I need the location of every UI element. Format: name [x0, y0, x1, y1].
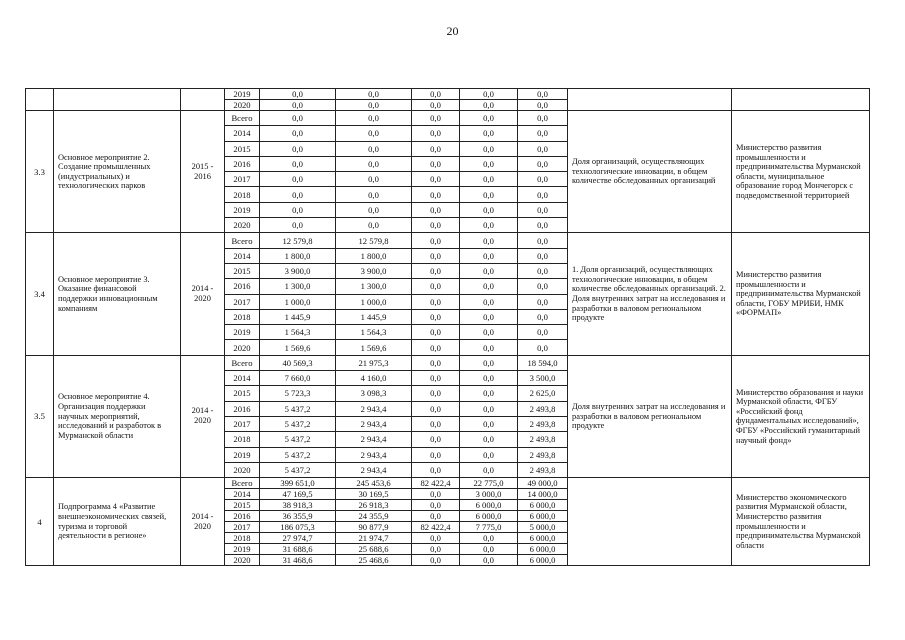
- year-cell: Всего: [225, 355, 260, 370]
- section-indicator: 1. Доля организаций, осуществляющих технологические инновации, в общем количестве обследованных организаций. 2. Доля внутренних затрат на исследования и разработки в валовом региональном продукте: [568, 233, 732, 355]
- year-cell: 2017: [225, 416, 260, 431]
- value-cell: 0,0: [260, 89, 336, 100]
- value-cell: 0,0: [412, 294, 460, 309]
- value-cell: 0,0: [336, 187, 412, 202]
- value-cell: 0,0: [460, 325, 518, 340]
- year-cell: 2014: [225, 126, 260, 141]
- value-cell: 186 075,3: [260, 522, 336, 533]
- section-period: 2015 - 2016: [181, 111, 225, 233]
- value-cell: 0,0: [460, 544, 518, 555]
- value-cell: 6 000,0: [460, 511, 518, 522]
- value-cell: 82 422,4: [412, 522, 460, 533]
- value-cell: 0,0: [460, 172, 518, 187]
- value-cell: 0,0: [336, 172, 412, 187]
- value-cell: 30 169,5: [336, 489, 412, 500]
- value-cell: 0,0: [412, 386, 460, 401]
- table-row: [26, 111, 870, 126]
- value-cell: 0,0: [412, 248, 460, 263]
- page-number: 20: [446, 24, 459, 38]
- section-code: 3.3: [26, 111, 54, 233]
- value-cell: 0,0: [412, 489, 460, 500]
- value-cell: 0,0: [336, 100, 412, 111]
- value-cell: 399 651,0: [260, 478, 336, 489]
- value-cell: 12 579,8: [260, 233, 336, 248]
- value-cell: 0,0: [518, 111, 568, 126]
- year-cell: 2020: [225, 462, 260, 477]
- value-cell: 0,0: [460, 340, 518, 355]
- section-executor: Министерство развития промышленности и предпринимательства Мурманской области, ГОБУ МРИБИ, НМК «ФОРМАП»: [732, 233, 870, 355]
- code-cell: [26, 89, 54, 111]
- value-cell: 0,0: [518, 187, 568, 202]
- value-cell: 0,0: [518, 202, 568, 217]
- value-cell: 5 437,2: [260, 447, 336, 462]
- value-cell: 1 300,0: [336, 279, 412, 294]
- value-cell: 1 445,9: [260, 309, 336, 324]
- value-cell: 0,0: [336, 141, 412, 156]
- value-cell: 3 098,3: [336, 386, 412, 401]
- value-cell: 6 000,0: [518, 555, 568, 566]
- section-name: Основное мероприятие 4. Организация поддержки научных мероприятий, исследований и разработок в Мурманской области: [54, 355, 181, 477]
- value-cell: 0,0: [336, 126, 412, 141]
- value-cell: 0,0: [460, 248, 518, 263]
- year-cell: 2020: [225, 100, 260, 111]
- value-cell: 1 569,6: [336, 340, 412, 355]
- section-name: Основное мероприятие 2. Создание промышленных (индустриальных) и технологических парков: [54, 111, 181, 233]
- value-cell: 82 422,4: [412, 478, 460, 489]
- value-cell: 0,0: [518, 218, 568, 233]
- section-name: Подпрограмма 4 «Развитие внешнеэкономических связей, туризма и торговой деятельности в регионе»: [54, 478, 181, 566]
- year-cell: 2018: [225, 309, 260, 324]
- value-cell: 0,0: [412, 89, 460, 100]
- value-cell: 38 918,3: [260, 500, 336, 511]
- value-cell: 0,0: [460, 432, 518, 447]
- value-cell: 0,0: [460, 187, 518, 202]
- value-cell: 0,0: [412, 447, 460, 462]
- value-cell: 0,0: [518, 340, 568, 355]
- year-cell: 2018: [225, 432, 260, 447]
- value-cell: 5 437,2: [260, 462, 336, 477]
- value-cell: 26 918,3: [336, 500, 412, 511]
- value-cell: 0,0: [412, 555, 460, 566]
- value-cell: 0,0: [336, 156, 412, 171]
- section-code: 3.4: [26, 233, 54, 355]
- value-cell: 0,0: [460, 89, 518, 100]
- value-cell: 1 800,0: [336, 248, 412, 263]
- value-cell: 0,0: [518, 233, 568, 248]
- value-cell: 0,0: [412, 141, 460, 156]
- value-cell: 5 723,3: [260, 386, 336, 401]
- program-table: [25, 88, 870, 566]
- value-cell: 0,0: [336, 202, 412, 217]
- value-cell: 0,0: [260, 111, 336, 126]
- value-cell: 1 800,0: [260, 248, 336, 263]
- value-cell: 0,0: [260, 141, 336, 156]
- value-cell: 2 625,0: [518, 386, 568, 401]
- value-cell: 0,0: [412, 263, 460, 278]
- value-cell: 245 453,6: [336, 478, 412, 489]
- value-cell: 2 493,8: [518, 462, 568, 477]
- value-cell: 3 900,0: [336, 263, 412, 278]
- year-cell: 2014: [225, 248, 260, 263]
- value-cell: 6 000,0: [460, 500, 518, 511]
- year-cell: 2016: [225, 401, 260, 416]
- indicator-cell: [568, 89, 732, 111]
- value-cell: 0,0: [412, 279, 460, 294]
- value-cell: 0,0: [260, 100, 336, 111]
- year-cell: 2015: [225, 141, 260, 156]
- value-cell: 0,0: [412, 172, 460, 187]
- value-cell: 0,0: [460, 533, 518, 544]
- year-cell: 2015: [225, 386, 260, 401]
- value-cell: 0,0: [518, 325, 568, 340]
- value-cell: 0,0: [412, 187, 460, 202]
- value-cell: 0,0: [412, 416, 460, 431]
- executor-cell: [732, 89, 870, 111]
- value-cell: 0,0: [412, 401, 460, 416]
- year-cell: 2018: [225, 533, 260, 544]
- value-cell: 31 688,6: [260, 544, 336, 555]
- value-cell: 0,0: [412, 511, 460, 522]
- value-cell: 0,0: [460, 263, 518, 278]
- value-cell: 0,0: [460, 218, 518, 233]
- value-cell: 0,0: [260, 172, 336, 187]
- year-cell: 2016: [225, 511, 260, 522]
- section-executor: Министерство развития промышленности и предпринимательства Мурманской области, муниципальное образование город Мончегорск с подведомственной территорией: [732, 111, 870, 233]
- section-code: 4: [26, 478, 54, 566]
- value-cell: 1 000,0: [336, 294, 412, 309]
- value-cell: 24 355,9: [336, 511, 412, 522]
- value-cell: 0,0: [460, 202, 518, 217]
- year-cell: Всего: [225, 478, 260, 489]
- value-cell: 0,0: [260, 156, 336, 171]
- value-cell: 5 437,2: [260, 416, 336, 431]
- value-cell: 0,0: [260, 126, 336, 141]
- value-cell: 0,0: [460, 141, 518, 156]
- value-cell: 12 579,8: [336, 233, 412, 248]
- name-cell: [54, 89, 181, 111]
- section-period: 2014 - 2020: [181, 478, 225, 566]
- value-cell: 0,0: [518, 263, 568, 278]
- value-cell: 2 943,4: [336, 462, 412, 477]
- value-cell: 49 000,0: [518, 478, 568, 489]
- year-cell: 2020: [225, 555, 260, 566]
- value-cell: 2 493,8: [518, 416, 568, 431]
- section-executor: Министерство образования и науки Мурманской области, ФГБУ «Российский фонд фундаментальных исследований», ФГБУ «Российский гуманитарный научный фонд»: [732, 355, 870, 477]
- value-cell: 0,0: [460, 233, 518, 248]
- value-cell: 27 974,7: [260, 533, 336, 544]
- value-cell: 0,0: [460, 156, 518, 171]
- value-cell: 0,0: [518, 172, 568, 187]
- value-cell: 0,0: [518, 309, 568, 324]
- value-cell: 0,0: [412, 100, 460, 111]
- value-cell: 0,0: [460, 100, 518, 111]
- value-cell: 3 000,0: [460, 489, 518, 500]
- table-row: [26, 478, 870, 489]
- value-cell: 0,0: [460, 416, 518, 431]
- value-cell: 1 569,6: [260, 340, 336, 355]
- year-cell: 2016: [225, 279, 260, 294]
- year-cell: 2017: [225, 522, 260, 533]
- value-cell: 0,0: [336, 89, 412, 100]
- value-cell: 2 493,8: [518, 447, 568, 462]
- value-cell: 0,0: [460, 386, 518, 401]
- year-cell: 2019: [225, 89, 260, 100]
- section-name: Основное мероприятие 3. Оказание финансовой поддержки инновационным компаниям: [54, 233, 181, 355]
- value-cell: 22 775,0: [460, 478, 518, 489]
- section-executor: Министерство экономического развития Мурманской области, Министерство развития промышленности и предпринимательства Мурманской области: [732, 478, 870, 566]
- year-cell: 2019: [225, 202, 260, 217]
- value-cell: 0,0: [460, 279, 518, 294]
- year-cell: 2019: [225, 544, 260, 555]
- value-cell: 0,0: [260, 187, 336, 202]
- value-cell: 2 943,4: [336, 432, 412, 447]
- value-cell: 0,0: [412, 355, 460, 370]
- value-cell: 40 569,3: [260, 355, 336, 370]
- value-cell: 0,0: [518, 126, 568, 141]
- value-cell: 90 877,9: [336, 522, 412, 533]
- value-cell: 5 437,2: [260, 401, 336, 416]
- year-cell: 2017: [225, 172, 260, 187]
- value-cell: 7 660,0: [260, 371, 336, 386]
- value-cell: 36 355,9: [260, 511, 336, 522]
- value-cell: 0,0: [460, 355, 518, 370]
- value-cell: 5 000,0: [518, 522, 568, 533]
- value-cell: 0,0: [412, 126, 460, 141]
- value-cell: 47 169,5: [260, 489, 336, 500]
- value-cell: 2 943,4: [336, 447, 412, 462]
- value-cell: 0,0: [518, 100, 568, 111]
- value-cell: 25 468,6: [336, 555, 412, 566]
- value-cell: 2 943,4: [336, 401, 412, 416]
- value-cell: 31 468,6: [260, 555, 336, 566]
- value-cell: 2 943,4: [336, 416, 412, 431]
- value-cell: 0,0: [412, 325, 460, 340]
- value-cell: 0,0: [412, 309, 460, 324]
- value-cell: 3 500,0: [518, 371, 568, 386]
- value-cell: 0,0: [460, 555, 518, 566]
- value-cell: 0,0: [518, 89, 568, 100]
- value-cell: 0,0: [412, 218, 460, 233]
- value-cell: 0,0: [336, 111, 412, 126]
- table-row: [26, 233, 870, 248]
- value-cell: 7 775,0: [460, 522, 518, 533]
- value-cell: 0,0: [412, 462, 460, 477]
- value-cell: 0,0: [460, 126, 518, 141]
- value-cell: 14 000,0: [518, 489, 568, 500]
- year-cell: 2015: [225, 263, 260, 278]
- value-cell: 1 564,3: [336, 325, 412, 340]
- value-cell: 0,0: [412, 500, 460, 511]
- value-cell: 0,0: [460, 309, 518, 324]
- value-cell: 0,0: [518, 141, 568, 156]
- value-cell: 0,0: [336, 218, 412, 233]
- value-cell: 0,0: [412, 111, 460, 126]
- section-period: 2014 - 2020: [181, 355, 225, 477]
- value-cell: 6 000,0: [518, 533, 568, 544]
- value-cell: 5 437,2: [260, 432, 336, 447]
- value-cell: 0,0: [412, 544, 460, 555]
- year-cell: 2020: [225, 340, 260, 355]
- section-period: 2014 - 2020: [181, 233, 225, 355]
- value-cell: 0,0: [412, 371, 460, 386]
- value-cell: 0,0: [460, 447, 518, 462]
- value-cell: 21 975,3: [336, 355, 412, 370]
- value-cell: 0,0: [260, 218, 336, 233]
- value-cell: 1 000,0: [260, 294, 336, 309]
- value-cell: 0,0: [460, 294, 518, 309]
- value-cell: 0,0: [412, 156, 460, 171]
- value-cell: 2 493,8: [518, 401, 568, 416]
- year-cell: 2020: [225, 218, 260, 233]
- year-cell: 2016: [225, 156, 260, 171]
- value-cell: 6 000,0: [518, 500, 568, 511]
- value-cell: 0,0: [260, 202, 336, 217]
- table-row: [26, 89, 870, 100]
- table-row: [26, 355, 870, 370]
- value-cell: 0,0: [412, 202, 460, 217]
- value-cell: 0,0: [412, 432, 460, 447]
- value-cell: 0,0: [412, 533, 460, 544]
- value-cell: 6 000,0: [518, 511, 568, 522]
- year-cell: Всего: [225, 233, 260, 248]
- year-cell: 2019: [225, 325, 260, 340]
- value-cell: 0,0: [460, 401, 518, 416]
- value-cell: 21 974,7: [336, 533, 412, 544]
- year-cell: Всего: [225, 111, 260, 126]
- value-cell: 0,0: [412, 340, 460, 355]
- year-cell: 2018: [225, 187, 260, 202]
- value-cell: 1 564,3: [260, 325, 336, 340]
- value-cell: 4 160,0: [336, 371, 412, 386]
- value-cell: 0,0: [518, 156, 568, 171]
- value-cell: 0,0: [460, 462, 518, 477]
- value-cell: 18 594,0: [518, 355, 568, 370]
- value-cell: 3 900,0: [260, 263, 336, 278]
- value-cell: 0,0: [412, 233, 460, 248]
- section-indicator: Доля внутренних затрат на исследования и разработки в валовом региональном продукте: [568, 355, 732, 477]
- value-cell: 6 000,0: [518, 544, 568, 555]
- period-cell: [181, 89, 225, 111]
- value-cell: 25 688,6: [336, 544, 412, 555]
- value-cell: 0,0: [460, 371, 518, 386]
- section-indicator: [568, 478, 732, 566]
- year-cell: 2019: [225, 447, 260, 462]
- year-cell: 2015: [225, 500, 260, 511]
- year-cell: 2014: [225, 489, 260, 500]
- section-code: 3.5: [26, 355, 54, 477]
- value-cell: 1 445,9: [336, 309, 412, 324]
- value-cell: 0,0: [518, 248, 568, 263]
- year-cell: 2014: [225, 371, 260, 386]
- value-cell: 0,0: [460, 111, 518, 126]
- value-cell: 2 493,8: [518, 432, 568, 447]
- year-cell: 2017: [225, 294, 260, 309]
- value-cell: 0,0: [518, 294, 568, 309]
- section-indicator: Доля организаций, осуществляющих технологические инновации, в общем количестве обследованных организаций: [568, 111, 732, 233]
- value-cell: 1 300,0: [260, 279, 336, 294]
- value-cell: 0,0: [518, 279, 568, 294]
